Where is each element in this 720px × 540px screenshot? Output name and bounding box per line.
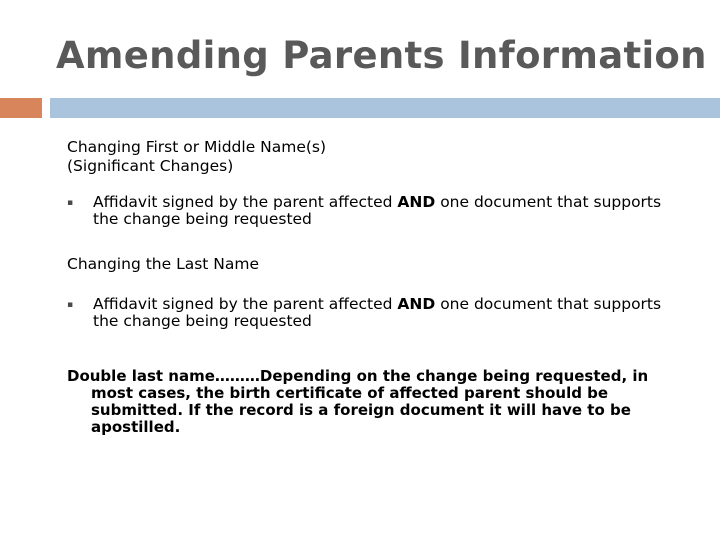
bullet-text-emphasis: AND [397,193,436,211]
title-accent-bar [0,98,42,118]
bullet-text [93,296,687,330]
section-heading-last-name: Changing the Last Name [67,255,260,273]
bullet-item [67,296,687,330]
bullet-text-part: Affidavit signed by the parent affected [93,193,398,211]
section-heading-first-middle-name: Changing First or Middle Name(s) [67,138,327,156]
section-subheading-significant-changes: (Significant Changes) [67,157,234,175]
bullet-text-emphasis: AND [397,295,436,313]
bullet-text-part: Affidavit signed by the parent affected [93,295,398,313]
slide-title: Amending Parents Information [56,34,707,77]
bullet-square-icon: ▪ [67,198,74,208]
double-last-name-note: Double last name………Depending on the change being requested, in most cases, the birth certificate of affected parent should be submitted. If the record is a foreign document it will have to be apostilled. [67,367,649,436]
slide-body [67,138,687,436]
title-divider-bar [50,98,720,118]
bullet-text-part: one document that supports the change being requested [93,193,662,228]
bullet-text [93,194,687,228]
bullet-square-icon: ▪ [67,300,74,310]
bullet-item [67,194,687,228]
bullet-text-part: one document that supports the change being requested [93,295,662,330]
